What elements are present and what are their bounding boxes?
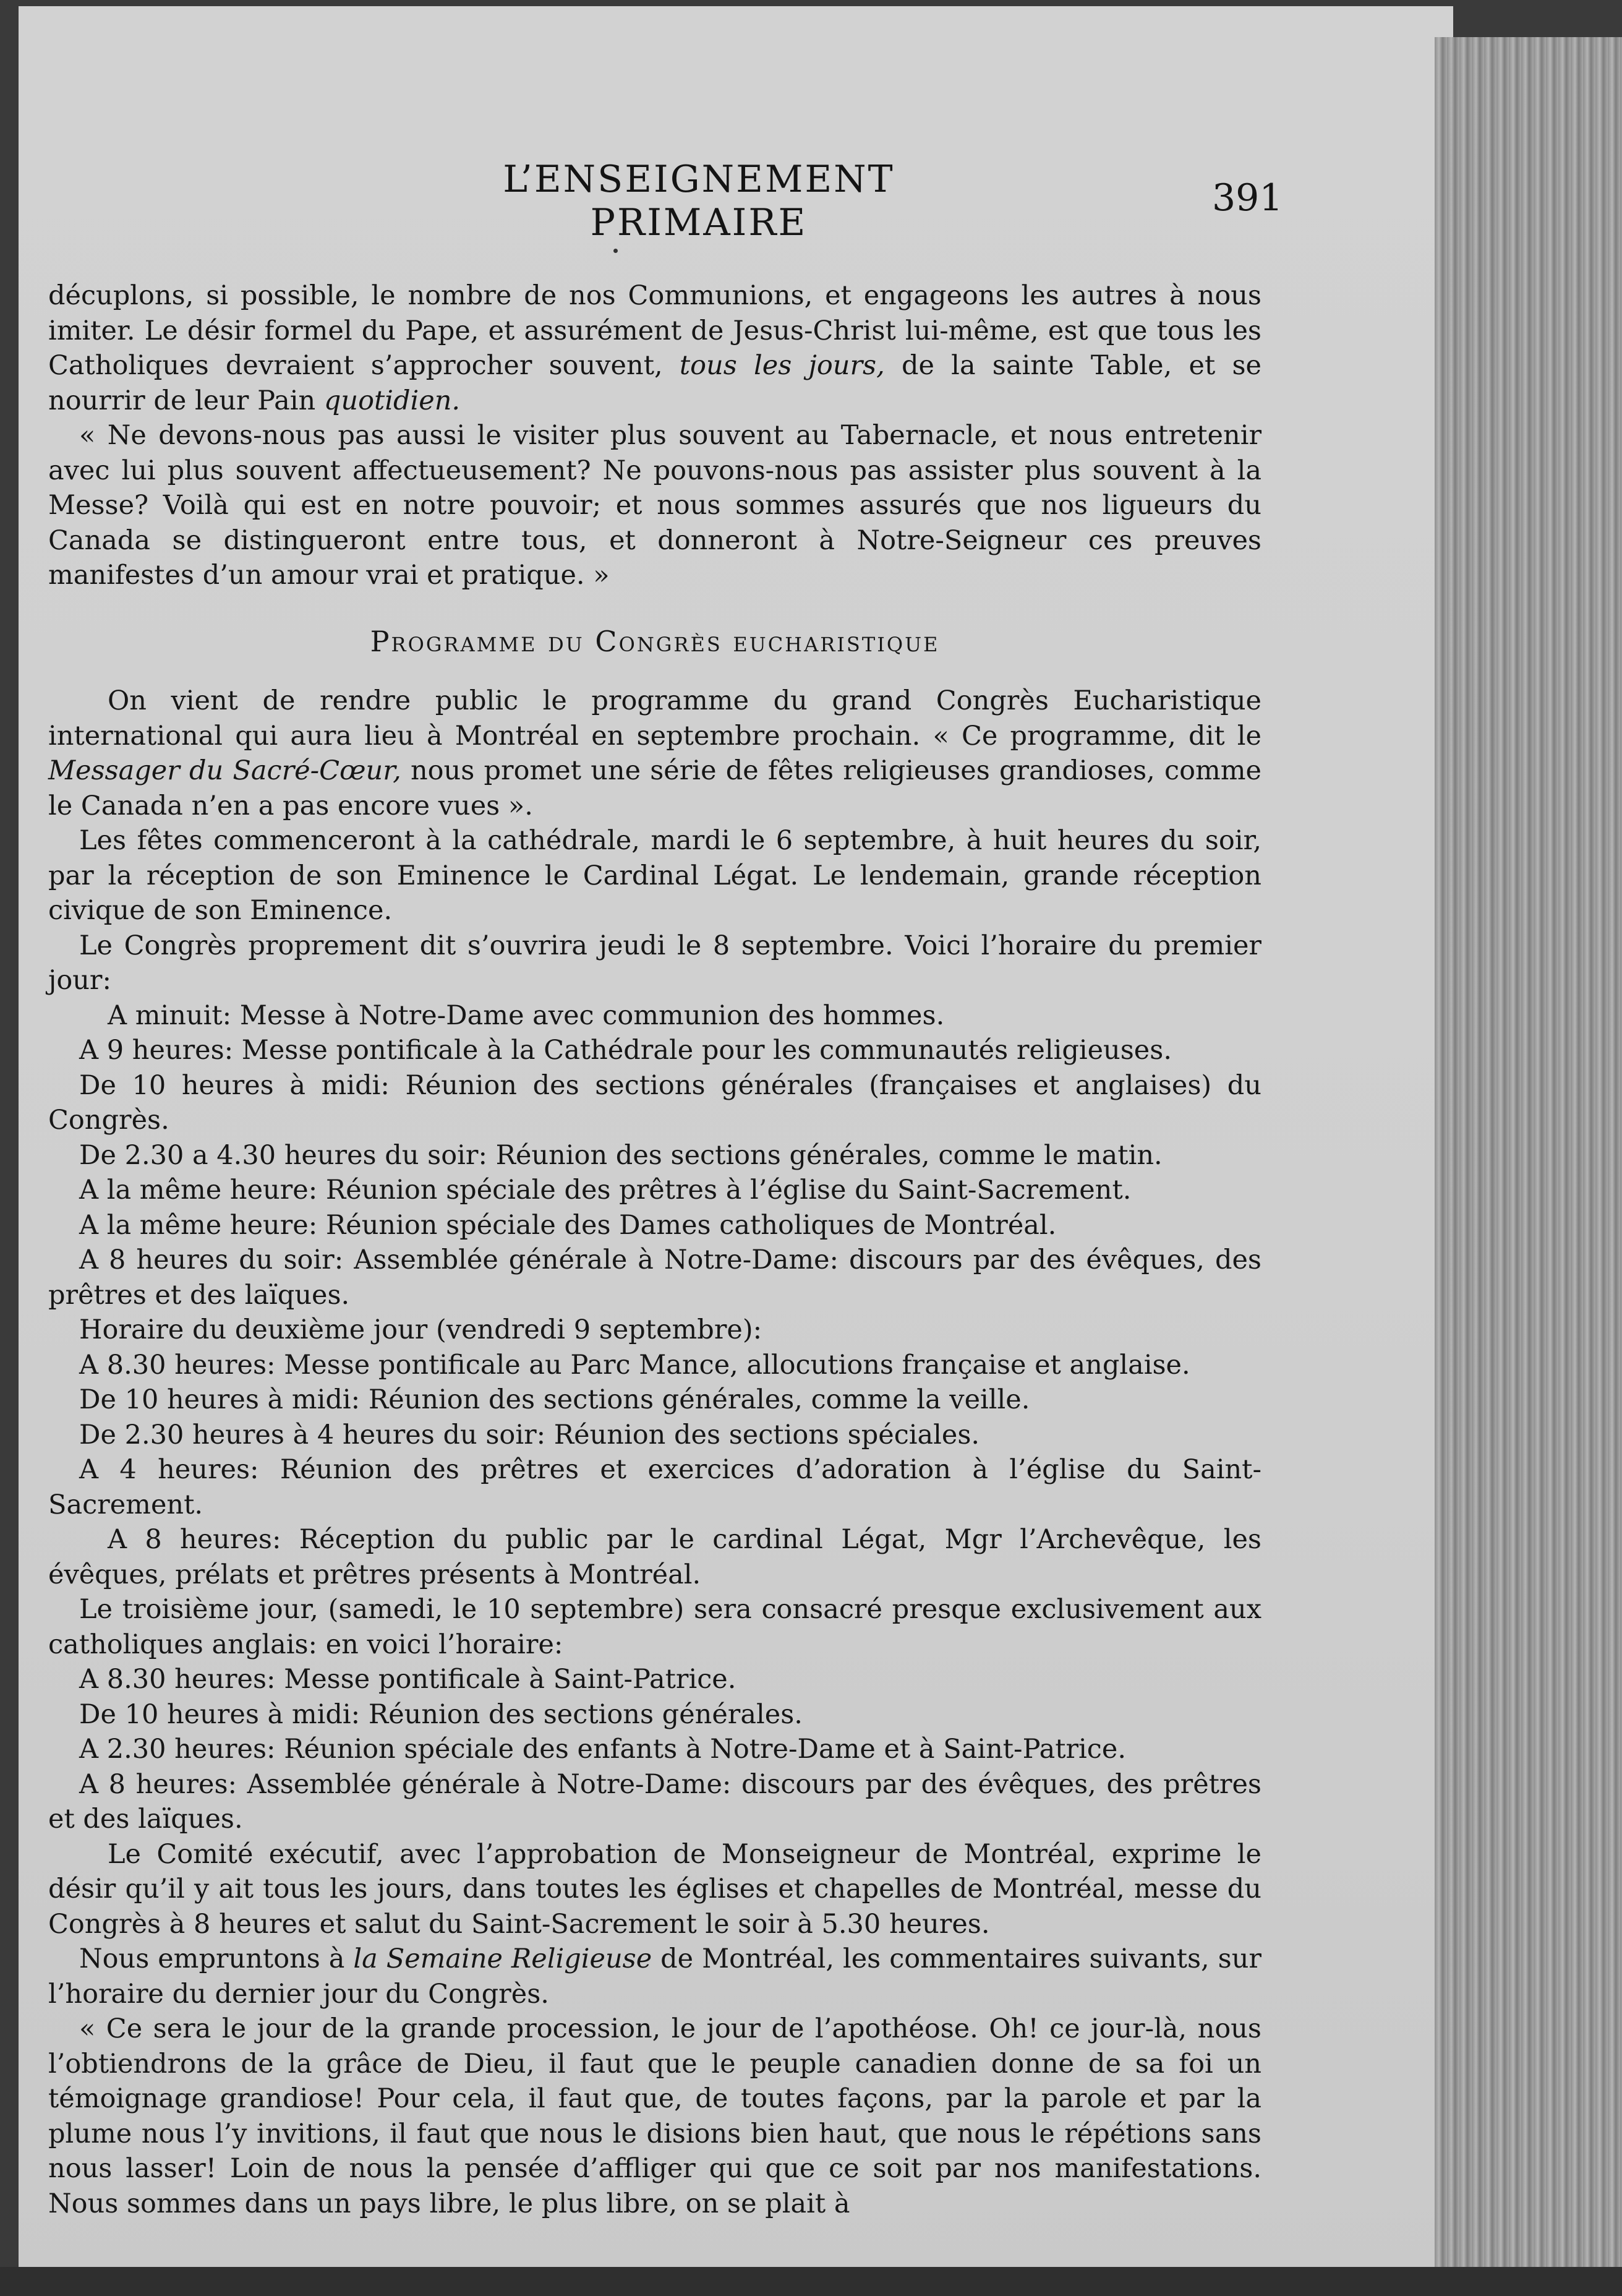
page-number: 391 xyxy=(1212,176,1283,220)
section-title: Programme du Congrès eucharistique xyxy=(370,624,940,658)
schedule-item: A 4 heures: Réunion des prêtres et exercices d’adoration à l’église du Saint-Sacrement. xyxy=(48,1454,1261,1520)
intro-paragraph-1: décuplons, si possible, le nombre de nos Communions, et engageons les autres à nous imiter. Le désir formel du Pape, et assurément de Jesus-Christ lui-même, est que tous les Catholiques devraient s’approcher souvent, tous les jours, de la sainte Table, et se nourrir de leur Pain quotidien. xyxy=(48,280,1261,416)
schedule-item: A 8 heures: Réception du public par le cardinal Légat, Mgr l’Archevêque, les évêques, prélats et prêtres présents à Montréal. xyxy=(48,1524,1261,1590)
header-ornament xyxy=(613,249,618,253)
day2-schedule xyxy=(48,1348,1261,1593)
intro-paragraph-2: « Ne devons-nous pas aussi le visiter plus souvent au Tabernacle, et nous entretenir avec lui plus souvent affectueusement? Ne pouvons-nous pas assister plus souvent à la Messe? Voilà qui est en notre pouvoir; et nous sommes assurés que nos ligueurs du Canada se distingueront entre tous, et donneront à Notre-Seigneur ces preuves manifestes d’un amour vrai et pratique. » xyxy=(48,420,1261,591)
schedule-item: A minuit: Messe à Notre-Dame avec communion des hommes. xyxy=(108,1000,945,1031)
schedule-item: A 8.30 heures: Messe pontificale à Saint-Patrice. xyxy=(79,1664,736,1695)
day1-schedule xyxy=(48,998,1261,1313)
schedule-item: A la même heure: Réunion spéciale des Dames catholiques de Montréal. xyxy=(79,1209,1057,1241)
day3-intro: Le troisième jour, (samedi, le 10 septembre) sera consacré presque exclusivement aux catholiques anglais: en voici l’horaire: xyxy=(48,1594,1261,1660)
schedule-item: De 2.30 a 4.30 heures du soir: Réunion des sections générales, comme le matin. xyxy=(79,1139,1163,1171)
program-paragraph-6: « Ce sera le jour de la grande procession, le jour de l’apothéose. Oh! ce jour-là, nous l’obtiendrons de la grâce de Dieu, il faut que le peuple canadien donne de sa foi un témoignage grandiose! Pour cela, il faut que, de toutes façons, par la parole et par la plume nous l’y invitions, il faut que nous le disions bien haut, que nous le répétions sans nous lasser! Loin de nous la pensée d’affliger qui que ce soit par nos manifestations. Nous sommes dans un pays libre, le plus libre, on se plait à xyxy=(48,2013,1261,2219)
day3-schedule xyxy=(48,1662,1261,1837)
program-paragraph-4: Le Comité exécutif, avec l’approbation de Monseigneur de Montréal, exprime le désir qu’il y ait tous les jours, dans toutes les églises et chapelles de Montréal, messe du Congrès à 8 heures et salut du Saint-Sacrement le soir à 5.30 heures. xyxy=(48,1838,1261,1940)
page-body xyxy=(48,278,1261,2221)
schedule-item: A 8.30 heures: Messe pontificale au Parc Mance, allocutions française et anglaise. xyxy=(79,1349,1190,1381)
book-page xyxy=(19,6,1453,2295)
program-paragraph-5: Nous empruntons à la Semaine Religieuse de Montréal, les commentaires suivants, sur l’horaire du dernier jour du Congrès. xyxy=(48,1943,1261,2010)
schedule-item: De 2.30 heures à 4 heures du soir: Réunion des sections spéciales. xyxy=(79,1419,980,1450)
scan-bottom-edge xyxy=(0,2267,1622,2296)
schedule-item: A la même heure: Réunion spéciale des prêtres à l’église du Saint-Sacrement. xyxy=(79,1175,1132,1206)
book-gutter xyxy=(1435,37,1622,2296)
running-head: L’ENSEIGNEMENT PRIMAIRE xyxy=(503,158,895,244)
program-paragraph-2: Les fêtes commenceront à la cathédrale, mardi le 6 septembre, à huit heures du soir, par la réception de son Eminence le Cardinal Légat. Le lendemain, grande réception civique de son Eminence. xyxy=(48,825,1261,926)
schedule-item: De 10 heures à midi: Réunion des sections générales. xyxy=(79,1698,803,1730)
schedule-item: A 8 heures: Assemblée générale à Notre-Dame: discours par des évêques, des prêtres et des laïques. xyxy=(48,1768,1261,1835)
program-paragraph-1: On vient de rendre public le programme du grand Congrès Eucharistique international qui aura lieu à Montréal en septembre prochain. « Ce programme, dit le Messager du Sacré-Cœur, nous promet une série de fêtes religieuses grandioses, comme le Canada n’en a pas encore vues ». xyxy=(48,685,1261,821)
schedule-item: De 10 heures à midi: Réunion des sections générales, comme la veille. xyxy=(79,1384,1030,1415)
program-paragraph-3: Le Congrès proprement dit s’ouvrira jeudi le 8 septembre. Voici l’horaire du premier jour: xyxy=(48,930,1261,996)
schedule-item: De 10 heures à midi: Réunion des sections générales (françaises et anglaises) du Congrès. xyxy=(48,1069,1261,1136)
schedule-item: A 2.30 heures: Réunion spéciale des enfants à Notre-Dame et à Saint-Patrice. xyxy=(79,1734,1126,1765)
day2-intro: Horaire du deuxième jour (vendredi 9 septembre): xyxy=(79,1314,762,1345)
schedule-item: A 9 heures: Messe pontificale à la Cathédrale pour les communautés religieuses. xyxy=(79,1035,1172,1066)
schedule-item: A 8 heures du soir: Assemblée générale à Notre-Dame: discours par des évêques, des prêtres et des laïques. xyxy=(48,1244,1261,1311)
